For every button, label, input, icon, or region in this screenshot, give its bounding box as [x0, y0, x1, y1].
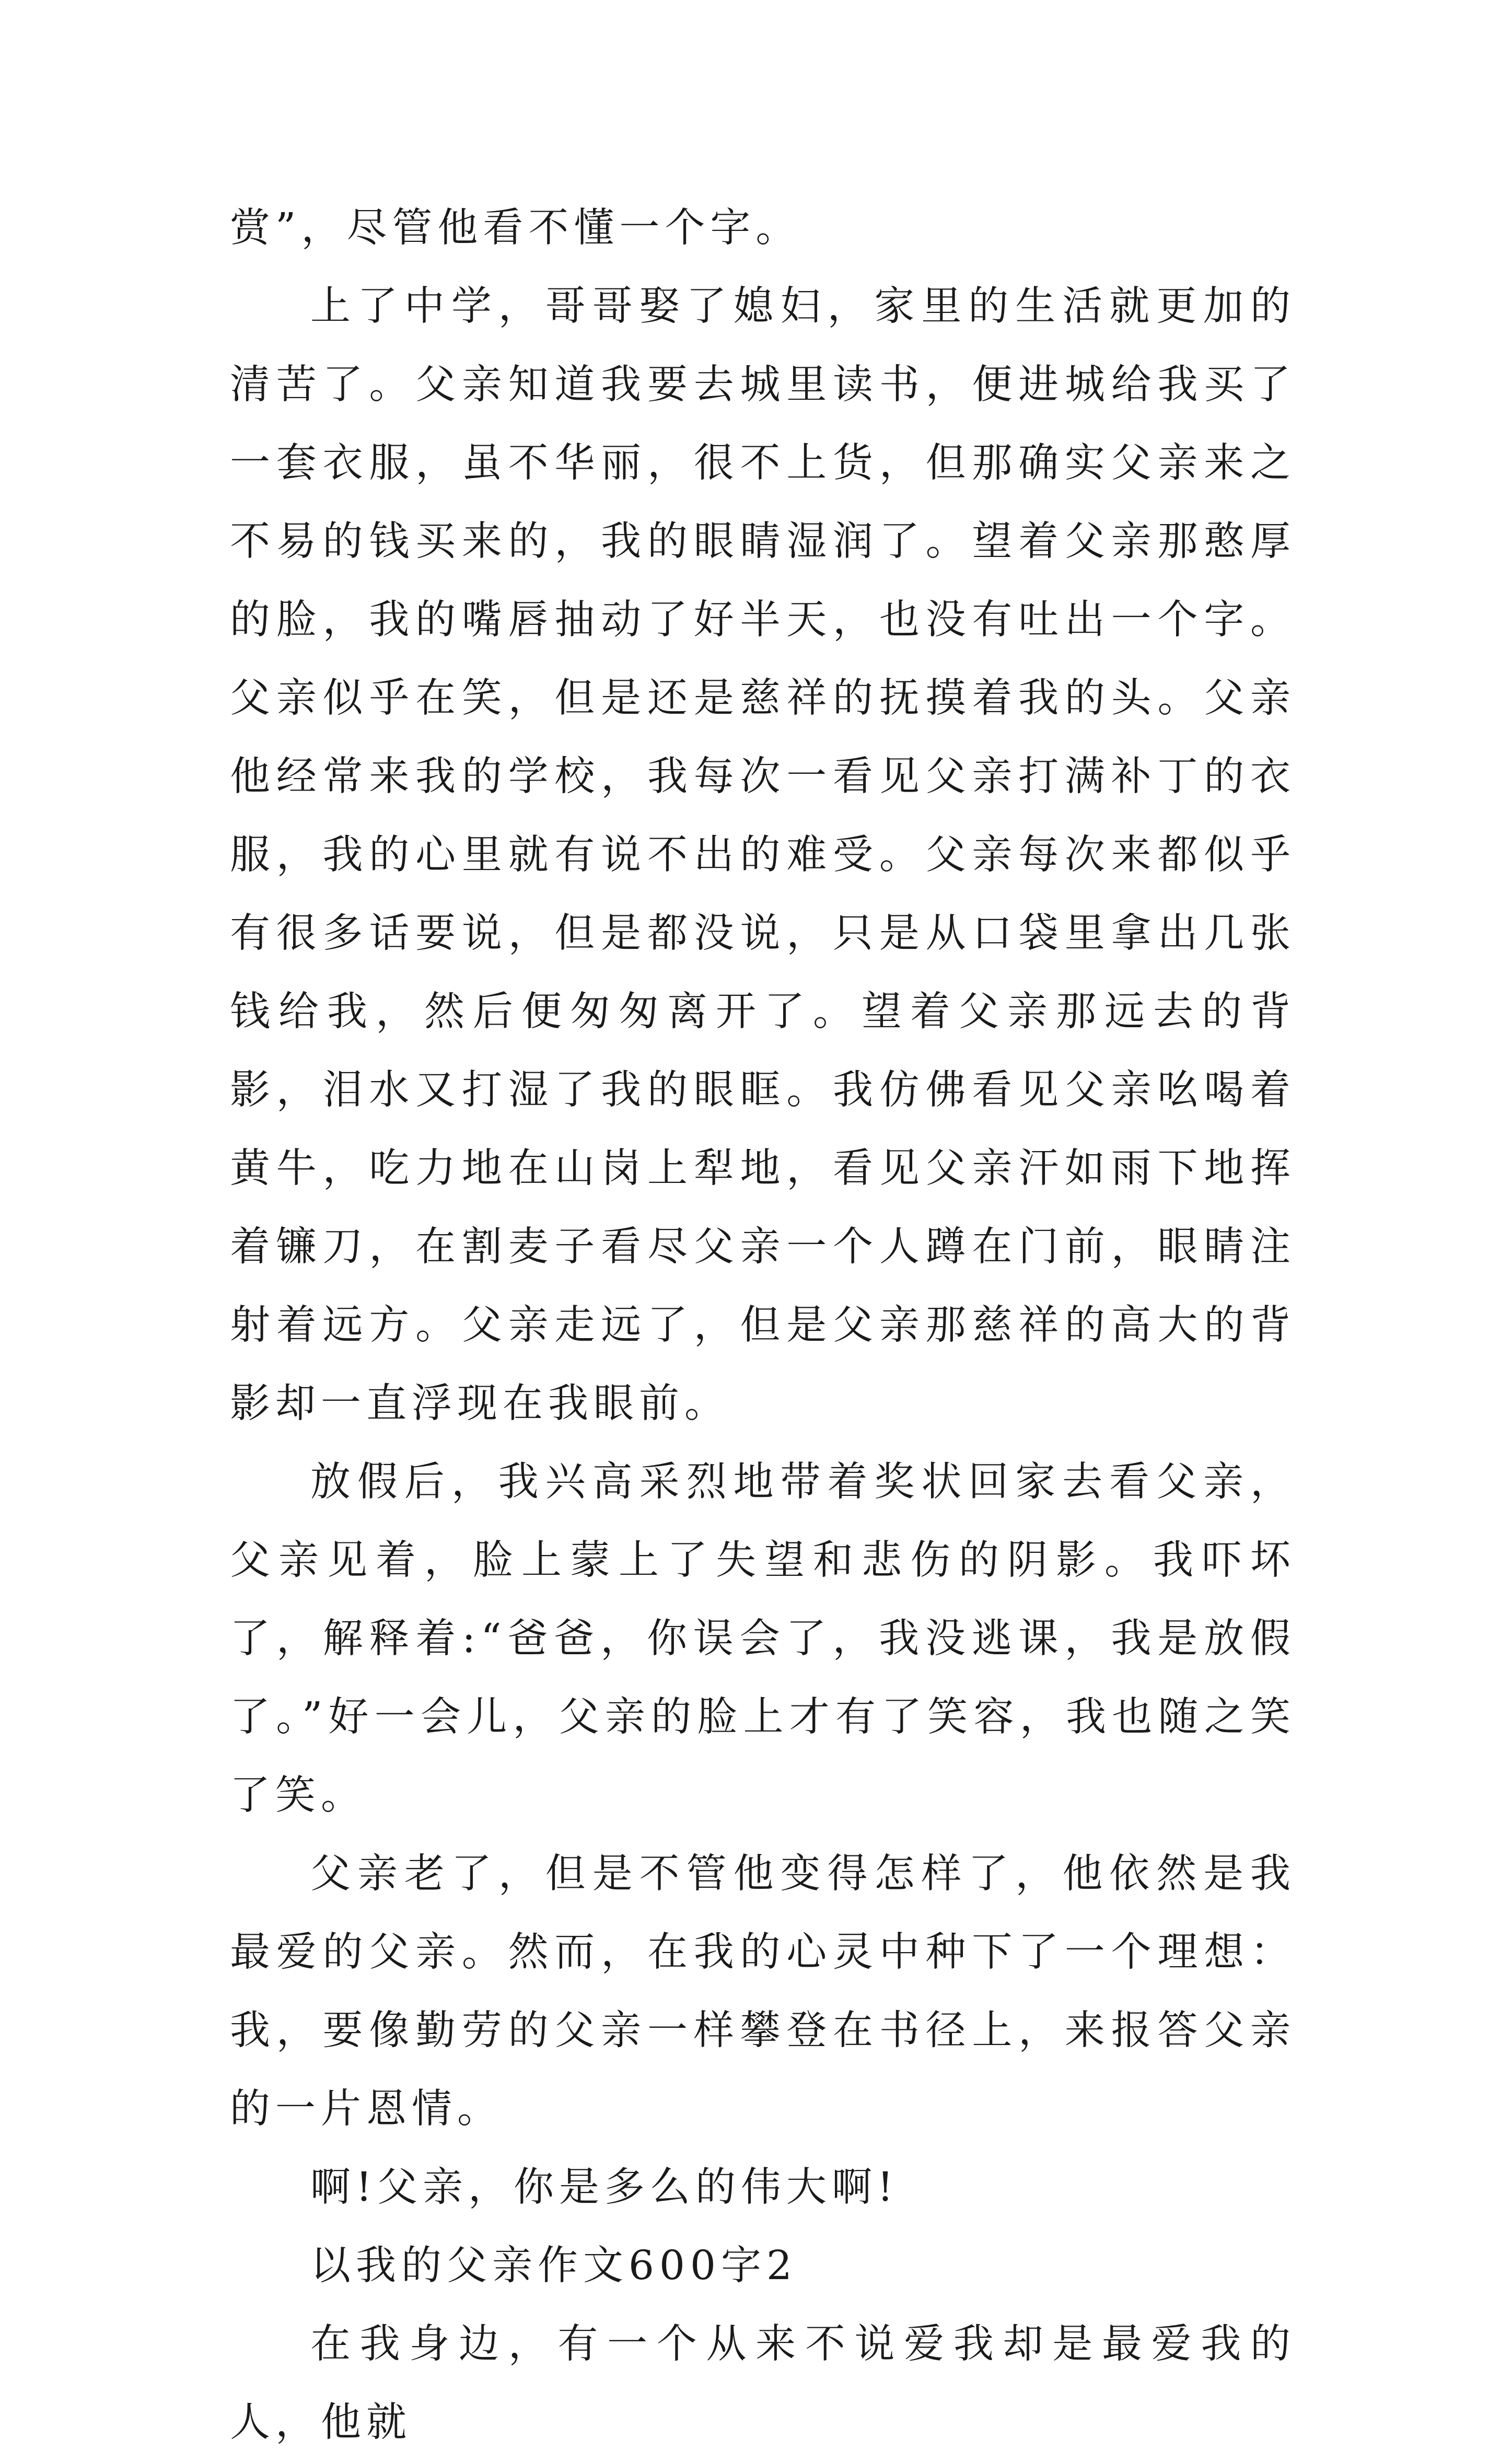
paragraph-exclamation: 啊!父亲，你是多么的伟大啊!	[310, 2164, 899, 2211]
paragraph-continuation: 赏”，尽管他看不懂一个字。	[230, 205, 801, 251]
essay-heading: 以我的父亲作文600字2	[310, 2243, 797, 2289]
paragraph-father-old: 父亲老了，但是不管他变得怎样了，他依然是我最爱的父亲。然而，在我的心灵中种下了一个理想：我，要像勤劳的父亲一样攀登在书径上，来报答父亲的一片恩情。	[230, 1851, 1296, 2132]
paragraph-essay-start: 在我身边，有一个从来不说爱我却是最爱我的人，他就	[230, 2321, 1296, 2446]
paragraph-holiday: 放假后，我兴高采烈地带着奖状回家去看父亲，父亲见着，脸上蒙上了失望和悲伤的阴影。我吓坏了，解释着:“爸爸，你误会了，我没逃课，我是放假了。”好一会儿，父亲的脸上才有了笑容，我也随之笑了笑。	[230, 1459, 1296, 1819]
paragraph-middle-school: 上了中学，哥哥娶了媳妇，家里的生活就更加的清苦了。父亲知道我要去城里读书，便进城给我买了一套衣服，虽不华丽，很不上货，但那确实父亲来之不易的钱买来的，我的眼睛湿润了。望着父亲那憨厚的脸，我的嘴唇抽动了好半天，也没有吐出一个字。父亲似乎在笑，但是还是慈祥的抚摸着我的头。父亲他经常来我的学校，我每次一看见父亲打满补丁的衣服，我的心里就有说不出的难受。父亲每次来都似乎有很多话要说，但是都没说，只是从口袋里拿出几张钱给我，然后便匆匆离开了。望着父亲那远去的背影，泪水又打湿了我的眼眶。我仿佛看见父亲吆喝着黄牛，吃力地在山岗上犁地，看见父亲汗如雨下地挥着镰刀，在割麦子看尽父亲一个人蹲在门前，眼睛注射着远方。父亲走远了，但是父亲那慈祥的高大的背影却一直浮现在我眼前。	[230, 283, 1296, 1427]
document-body	[230, 189, 1296, 2462]
